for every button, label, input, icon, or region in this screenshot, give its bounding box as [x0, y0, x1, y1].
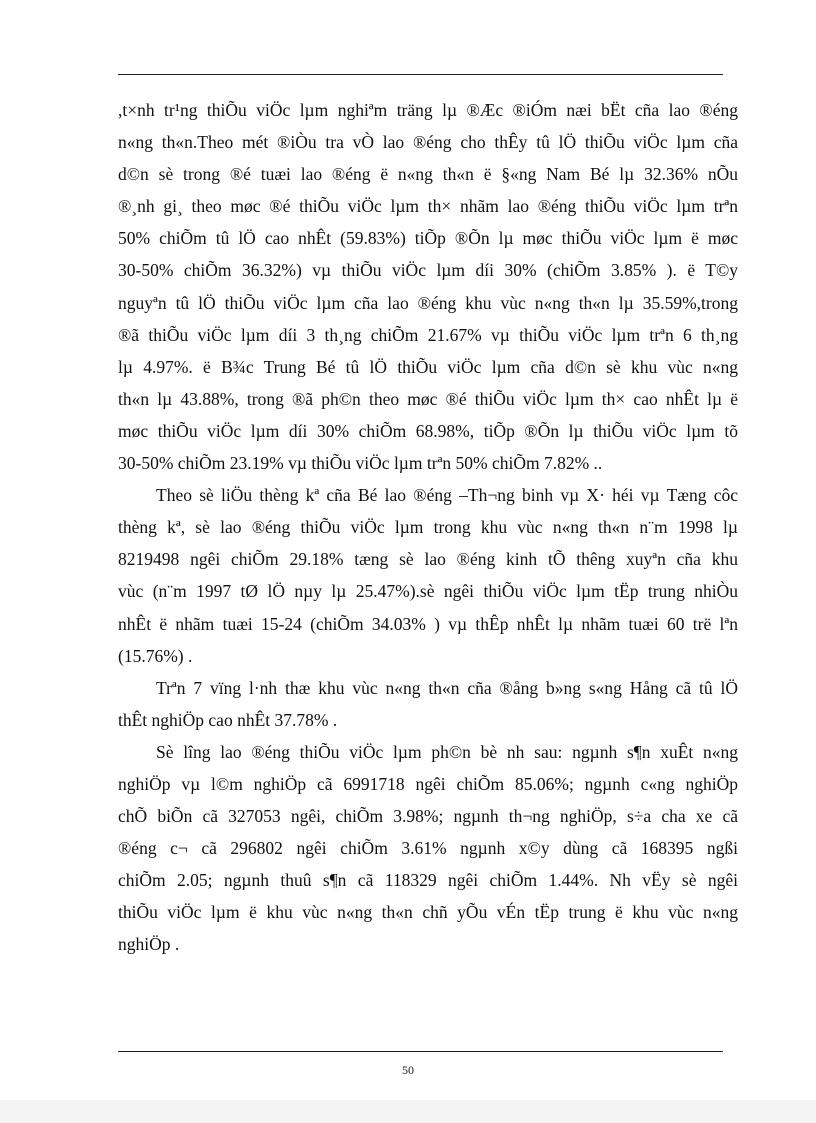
text-line: ®ã thiÕu viÖc lµm díi 3 th¸ng chiÕm 21.67% vµ thiÕu viÖc lµm trªn 6 th¸ng [118, 324, 738, 345]
text-line: thÊt nghiÖp cao nhÊt 37.78% . [118, 709, 338, 730]
text-line: Theo sè liÖu thèng kª cña Bé lao ®éng –Th¬ng binh vµ X· héi vµ Tæng côc [156, 485, 738, 506]
text-line: ®éng c¬ cã 296802 ngêi chiÕm 3.61% ngµnh x©y dùng cã 168395 ngßi [118, 838, 738, 859]
scan-bottom-shade [0, 1100, 816, 1123]
text-line: ,t×nh tr¹ng thiÕu viÖc lµm nghiªm träng lµ ®Æc ®iÓm næi bËt cña lao ®éng [118, 100, 738, 120]
text-line: vùc (n¨m 1997 tØ lÖ nµy lµ 25.47%).sè ngêi thiÕu viÖc lµm tËp trung nhiÒu [118, 581, 738, 602]
text-line: nghiÖp vµ l©m nghiÖp cã 6991718 ngêi chiÕm 85.06%; ngµnh c«ng nghiÖp [118, 773, 738, 794]
text-line: nguyªn tû lÖ thiÕu viÖc lµm cña lao ®éng khu vùc n«ng th«n lµ 35.59%,trong [118, 292, 738, 313]
text-line: chÕ biÕn cã 327053 ngêi, chiÕm 3.98%; ngµnh th¬ng nghiÖp, s÷a cha xe cã [118, 806, 738, 827]
text-line: nghiÖp . [118, 934, 180, 955]
page-number: 50 [402, 1063, 414, 1077]
text-line: Trªn 7 vïng l·nh thæ khu vùc n«ng th«n cña ®ång b»ng s«ng Hång cã tû lÖ [156, 677, 738, 698]
paragraph [118, 736, 738, 961]
text-line: lµ 4.97%. ë B¾c Trung Bé tû lÖ thiÕu viÖc lµm cña d©n sè khu vùc n«ng [118, 356, 738, 377]
footer-rule [118, 1051, 723, 1052]
text-line: d©n sè trong ®é tuæi lao ®éng ë n«ng th«n ë §«ng Nam Bé lµ 32.36% nÕu [118, 164, 738, 185]
text-line: (15.76%) . [118, 645, 193, 666]
header-rule [118, 74, 723, 75]
body-text [118, 94, 738, 961]
text-line: nhÊt ë nhãm tuæi 15-24 (chiÕm 34.03% ) vµ thÊp nhÊt lµ nhãm tuæi 60 trë lªn [118, 613, 738, 634]
text-line: thèng kª, sè lao ®éng thiÕu viÖc lµm trong khu vùc n«ng th«n n¨m 1998 lµ [118, 517, 738, 538]
paragraph [118, 94, 738, 479]
text-line: n«ng th«n.Theo mét ®iÒu tra vÒ lao ®éng cho thÊy tû lÖ thiÕu viÖc lµm cña [118, 132, 738, 153]
text-line: Sè lîng lao ®éng thiÕu viÖc lµm ph©n bè nh sau: ngµnh s¶n xuÊt n«ng [156, 741, 738, 762]
paragraph [118, 479, 738, 672]
text-line: 30-50% chiÕm 36.32%) vµ thiÕu viÖc lµm díi 30% (chiÕm 3.85% ). ë T©y [118, 260, 738, 281]
text-line: ®¸nh gi¸ theo møc ®é thiÕu viÖc lµm th× nhãm lao ®éng thiÕu viÖc lµm trªn [118, 196, 738, 217]
text-line: møc thiÕu viÖc lµm díi 30% chiÕm 68.98%, tiÕp ®Õn lµ thiÕu viÖc lµm tõ [118, 420, 738, 441]
text-line: 50% chiÕm tû lÖ cao nhÊt (59.83%) tiÕp ®Õn lµ møc thiÕu viÖc lµm ë møc [118, 228, 738, 249]
text-line: thiÕu viÖc lµm ë khu vùc n«ng th«n chñ yÕu vÉn tËp trung ë khu vùc n«ng [118, 902, 738, 923]
text-line: chiÕm 2.05; ngµnh thuû s¶n cã 118329 ngêi chiÕm 1.44%. Nh vËy sè ngêi [118, 870, 738, 891]
text-line: th«n lµ 43.88%, trong ®ã ph©n theo møc ®é thiÕu viÖc lµm th× cao nhÊt lµ ë [118, 388, 738, 409]
text-line: 8219498 ngêi chiÕm 29.18% tæng sè lao ®éng kinh tÕ thêng xuyªn cña khu [118, 549, 738, 570]
paragraph [118, 672, 738, 736]
text-line: 30-50% chiÕm 23.19% vµ thiÕu viÖc lµm trªn 50% chiÕm 7.82% .. [118, 453, 603, 474]
